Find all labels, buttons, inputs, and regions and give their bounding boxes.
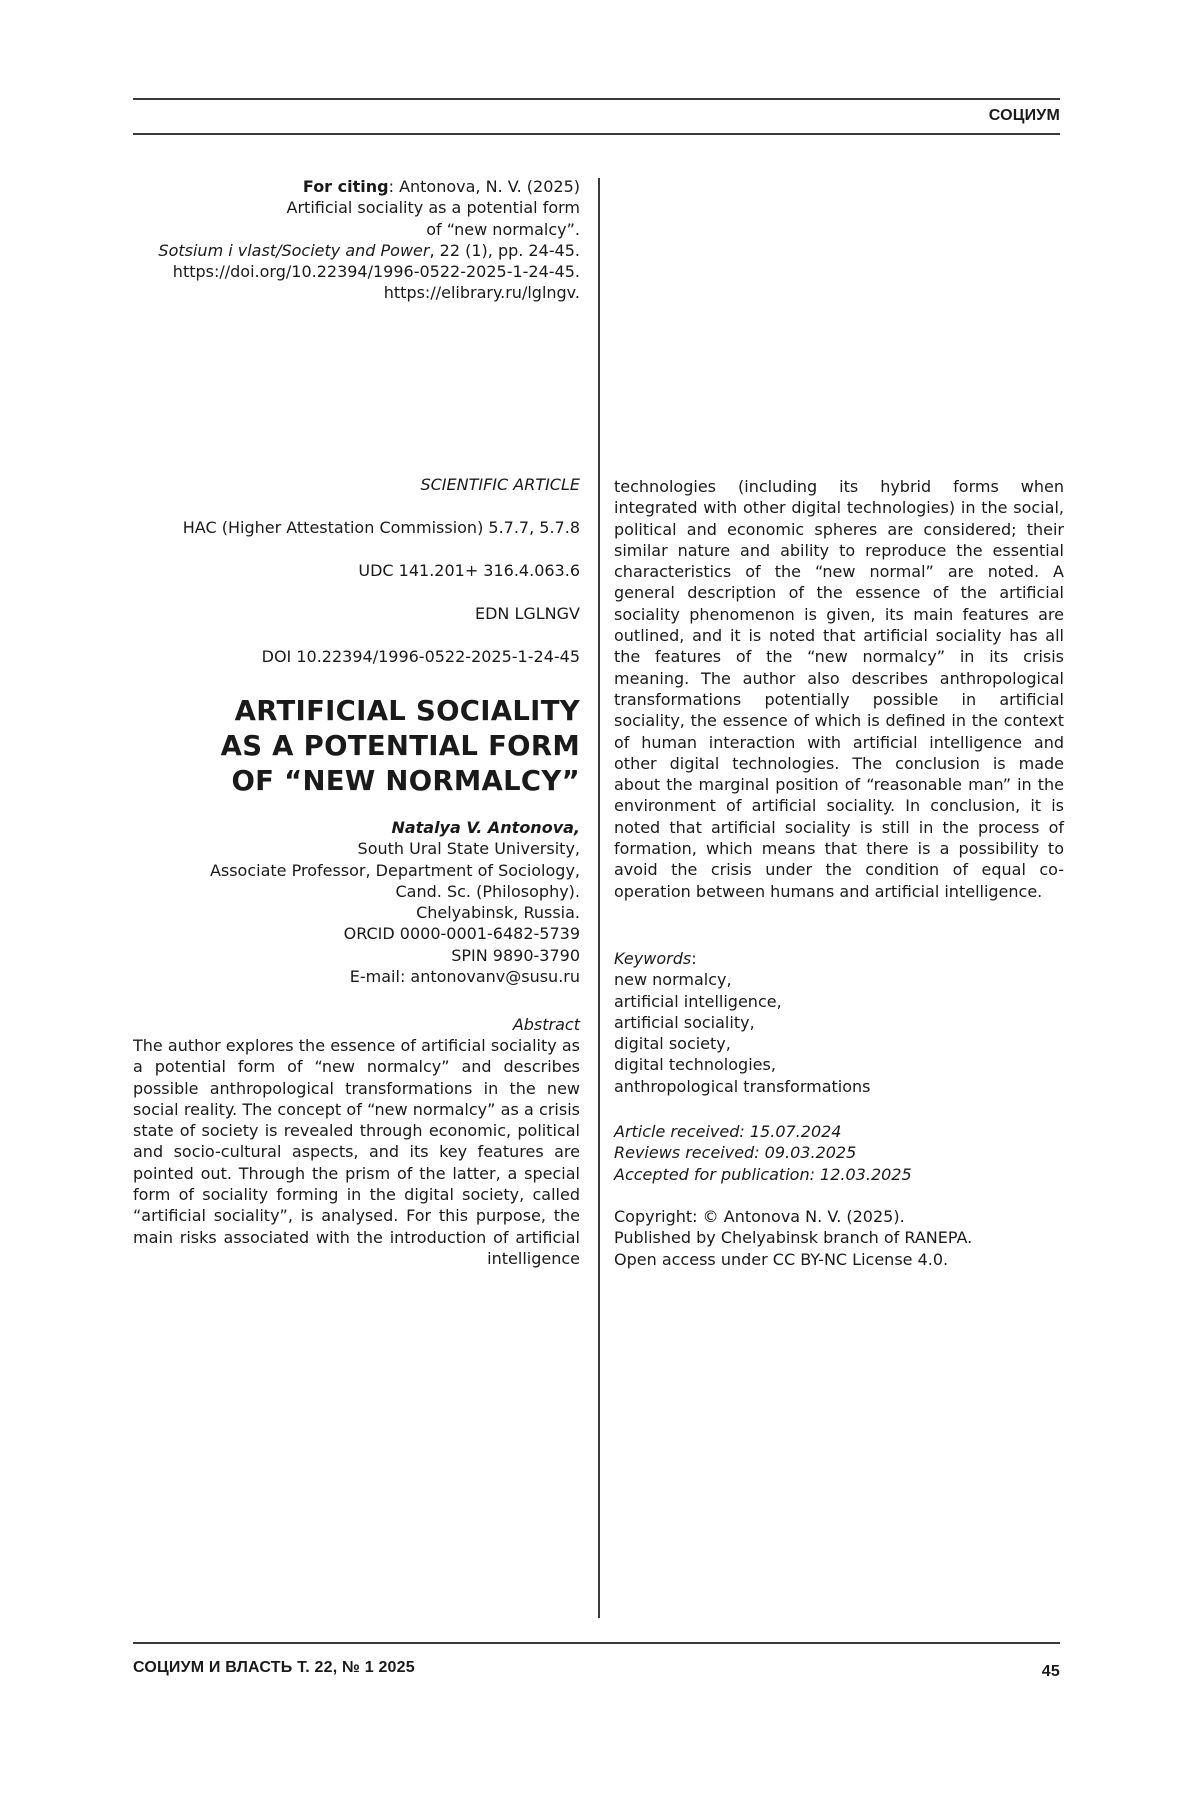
email[interactable]: E-mail: antonovanv@susu.ru: [133, 966, 580, 987]
spin: SPIN 9890-3790: [133, 945, 580, 966]
column-divider: [598, 178, 600, 1618]
citation-volume: , 22 (1), pp. 24-45.: [429, 241, 580, 260]
publisher-line: Published by Chelyabinsk branch of RANEPA.: [614, 1227, 1064, 1248]
article-title: [133, 694, 580, 799]
citation-journal: Sotsium i vlast/Society and Power: [158, 241, 429, 260]
date-accepted: Accepted for publication: 12.03.2025: [614, 1164, 1064, 1185]
article-type: SCIENTIFIC ARTICLE: [133, 474, 580, 495]
udc-code: UDC 141.201+ 316.4.063.6: [133, 560, 580, 581]
author-block: [133, 817, 580, 987]
copyright-line: Copyright: © Antonova N. V. (2025).: [614, 1206, 1064, 1227]
citation-elibrary-link[interactable]: https://elibrary.ru/lglngv.: [133, 282, 580, 303]
dates-block: [614, 1121, 1064, 1185]
citation-block: [133, 176, 580, 304]
affiliation-line: South Ural State University,: [133, 838, 580, 859]
footer-journal: СОЦИУМ И ВЛАСТЬ Т. 22, № 1 2025: [133, 1659, 415, 1677]
citation-line: Artificial sociality as a potential form: [133, 197, 580, 218]
abstract-continued: [614, 476, 1064, 902]
date-reviews: Reviews received: 09.03.2025: [614, 1142, 1064, 1163]
author-name: Natalya V. Antonova,: [133, 817, 580, 838]
affiliation-line: Cand. Sc. (Philosophy).: [133, 881, 580, 902]
abstract-label: Abstract: [133, 1014, 580, 1035]
abstract-text-part1: The author explores the essence of artificial sociality as a potential form of “new normalcy” and describes possible anthropological transformations in the new social reality. The concept of “new normalcy” as a crisis state of society is revealed through economic, political and socio-cultural aspects, and its key features are pointed out. Through the prism of the latter, a special form of sociality forming in the digital society, called “artificial sociality”, is analysed. For this purpose, the main risks associated with the introduction of artificial intelligence: [133, 1035, 580, 1269]
header-rule-bottom: [133, 133, 1060, 135]
citation-line: of “new normalcy”.: [133, 219, 580, 240]
title-line: AS A POTENTIAL FORM: [133, 729, 580, 764]
abstract-block: [133, 1014, 580, 1269]
article-meta: [133, 474, 580, 689]
section-label: СОЦИУМ: [989, 107, 1060, 125]
affiliation-line: Chelyabinsk, Russia.: [133, 902, 580, 923]
doi-code[interactable]: DOI 10.22394/1996-0522-2025-1-24-45: [133, 646, 580, 667]
citation-label: For citing: [303, 177, 389, 196]
keyword-item: artificial sociality,: [614, 1012, 1064, 1033]
license-line: Open access under CC BY-NC License 4.0.: [614, 1249, 1064, 1270]
abstract-text-part2: technologies (including its hybrid forms when integrated with other digital technologies) in the social, political and economic spheres are considered; their similar nature and ability to reproduce the essential characteristics of the “new normal” are noted. A general description of the essence of the artificial sociality phenomenon is given, its main features are outlined, and it is noted that artificial sociality has all the features of the “new normalcy” in its crisis meaning. The author also describes anthropological transformations potentially possible in artificial sociality, the essence of which is defined in the context of human interaction with artificial intelligence and other digital technologies. The conclusion is made about the marginal position of “reasonable man” in the environment of artificial sociality. In conclusion, it is noted that artificial sociality is still in the process of formation, which means that there is a possibility to avoid the crisis under the condition of equal co-operation between humans and artificial intelligence.: [614, 476, 1064, 902]
copyright-block: [614, 1206, 1064, 1270]
date-received: Article received: 15.07.2024: [614, 1121, 1064, 1142]
keyword-item: digital society,: [614, 1033, 1064, 1054]
page-number: 45: [1042, 1663, 1060, 1681]
edn-code: EDN LGLNGV: [133, 603, 580, 624]
hac-codes: HAC (Higher Attestation Commission) 5.7.7, 5.7.8: [133, 517, 580, 538]
citation-author: : Antonova, N. V. (2025): [389, 177, 580, 196]
keyword-item: anthropological transformations: [614, 1076, 1064, 1097]
keyword-item: new normalcy,: [614, 969, 1064, 990]
keyword-item: digital technologies,: [614, 1054, 1064, 1075]
orcid: ORCID 0000-0001-6482-5739: [133, 923, 580, 944]
keywords-label: Keywords: [614, 949, 691, 968]
header-rule-top: [133, 98, 1060, 100]
keywords-block: Keywords: new normalcy, artificial intelligence, artificial sociality, digital society, digital technologies, anthropological transformations: [614, 948, 1064, 1097]
citation-doi-link[interactable]: https://doi.org/10.22394/1996-0522-2025-1-24-45.: [133, 261, 580, 282]
footer-rule: [133, 1642, 1060, 1644]
title-line: ARTIFICIAL SOCIALITY: [133, 694, 580, 729]
affiliation-line: Associate Professor, Department of Sociology,: [133, 860, 580, 881]
title-line: OF “NEW NORMALCY”: [133, 764, 580, 799]
keyword-item: artificial intelligence,: [614, 991, 1064, 1012]
